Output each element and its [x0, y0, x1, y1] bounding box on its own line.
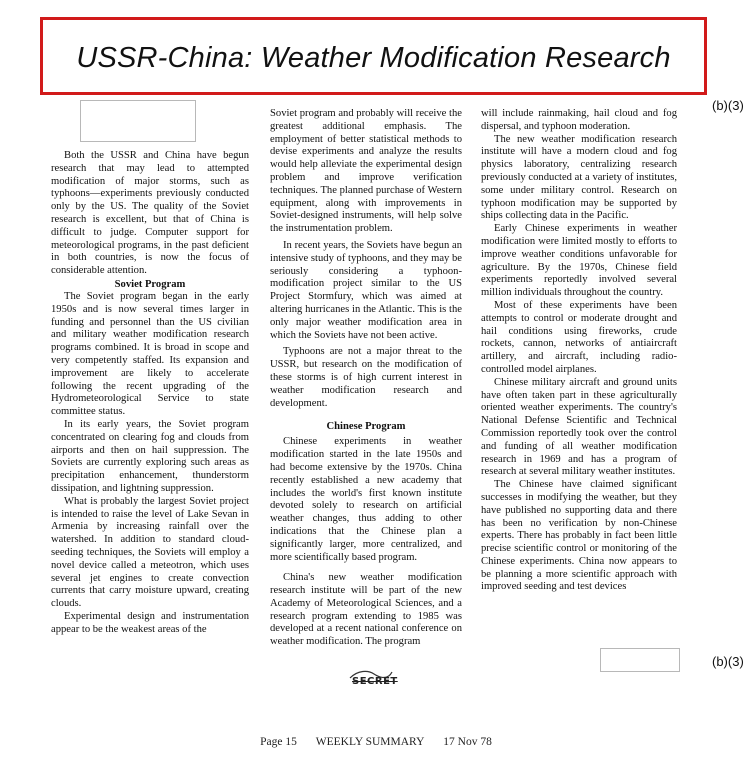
exemption-label-top: (b)(3) — [712, 98, 744, 113]
paragraph: The new weather modification research institute will have a modern cloud and fog physics laboratory, centralizing research previously conducted at a variety of institutes, some under military control. Research on typhoon modification may be supported by ships collecting data in the Pacific. — [481, 133, 677, 222]
page-footer — [0, 736, 752, 748]
paragraph: Typhoons are not a major threat to the USSR, but research on the modification of these storms is of high current interest in weather modification research and development. — [270, 346, 462, 409]
redaction-box-top — [80, 100, 196, 142]
paragraph: Chinese military aircraft and ground units have often taken part in these agriculturally oriented weather experiments. The country's National Defense Scientific and Technical Commission reportedly took over the control and funding of all weather modification research in 1969 and has a program of research at several military weather institutes. — [481, 376, 677, 478]
secret-classification-mark: SECRET — [352, 676, 398, 687]
article-column-3 — [481, 108, 677, 594]
paragraph: Chinese experiments in weather modification started in the late 1950s and had become extensive by the 1970s. China recently established a new academy that includes the world's first known institute devoted solely to research on artificial weather changes, thus adding to other indications that the Chinese plan a significantly larger, more centralized, and more scientifically based program. — [270, 436, 462, 563]
paragraph: In its early years, the Soviet program concentrated on clearing fog and clouds from airports and then on hail suppression. The Soviets are currently exploring such areas as precipitation enhancement, thunderstorm dissipation, and lightning suppression. — [51, 418, 249, 494]
article-column-2 — [270, 108, 462, 649]
redaction-box-bottom — [600, 648, 680, 672]
paragraph: China's new weather modification research institute will be part of the new Academy of Meteorological Sciences, and a research program extending to 1985 was developed at a recent national conference on weather modification. The program — [270, 572, 462, 648]
paragraph: will include rainmaking, hail cloud and fog dispersal, and typhoon moderation. — [481, 108, 677, 132]
paragraph: What is probably the largest Soviet project is intended to raise the level of Lake Sevan in Armenia by increasing rainfall over the watershed. In addition to standard cloud-seeding techniques, the Soviets will employ a novel device called a meteotron, which uses several jet engines to create convection currents that carry moisture upward, creating clouds. — [51, 495, 249, 610]
section-heading-chinese: Chinese Program — [326, 421, 406, 433]
page-title: USSR-China: Weather Modification Research — [76, 42, 671, 74]
paragraph: The Chinese have claimed significant successes in modifying the weather, but they have published no supporting data and there has been no verification by non-Chinese experts. There has probably in fact been little precise scientific control or monitoring of the Chinese experiments. China now appears to be planning a more scientific approach with improved seeding and test devices — [481, 479, 677, 593]
paragraph: In recent years, the Soviets have begun an intensive study of typhoons, and they may be seriously considering a typhoon-modification project similar to the US Project Stormfury, which was aimed at altering hurricanes in the Atlantic. This is the only major weather modification area in which the Soviets have not been active. — [270, 239, 462, 341]
paragraph: Most of these experiments have been attempts to control or moderate drought and hail conditions using fireworks, crude rockets, cannon, networks of antiaircraft artillery, and aircraft, including radio-controlled model airplanes. — [481, 299, 677, 375]
footer-date: 17 Nov 78 — [443, 736, 492, 748]
exemption-label-bottom: (b)(3) — [712, 654, 744, 669]
paragraph: Both the USSR and China have begun research that may lead to attempted modification of major storms, such as typhoons—experiments previously conducted only by the US. The quality of the Soviet research is excellent, but that of China is difficult to judge. Computer support for meteorological programs, in the past deficient in both countries, is now the focus of considerable attention. — [51, 150, 249, 277]
footer-page-number: Page 15 — [260, 736, 297, 748]
footer-publication: WEEKLY SUMMARY — [315, 736, 425, 748]
title-box — [40, 17, 707, 95]
paragraph: Soviet program and probably will receive the greatest additional emphasis. The employment of better statistical methods to devise experiments and analyze the results would help alleviate the experimental design problem and improve verification techniques. The planned purchase of Western equipment, along with improvements in Soviet-designed instruments, will help solve the instrumentation problem. — [270, 108, 462, 235]
article-column-1 — [51, 150, 249, 636]
paragraph: Experimental design and instrumentation appear to be the weakest areas of the — [51, 610, 249, 635]
paragraph: The Soviet program began in the early 1950s and is now several times larger in funding and personnel than the US civilian and military weather modification research programs combined. It is broad in scope and very competently staffed. Its expansion and improvement are likely to accelerate following the recent upgrading of the Hydrometeorological Service to state committee status. — [51, 290, 249, 418]
section-heading-soviet: Soviet Program — [114, 278, 186, 290]
paragraph: Early Chinese experiments in weather modification were limited mostly to efforts to improve weather conditions unfavorable for agriculture. By the 1970s, Chinese field experiments reportedly involved several million individuals throughout the country. — [481, 223, 677, 299]
